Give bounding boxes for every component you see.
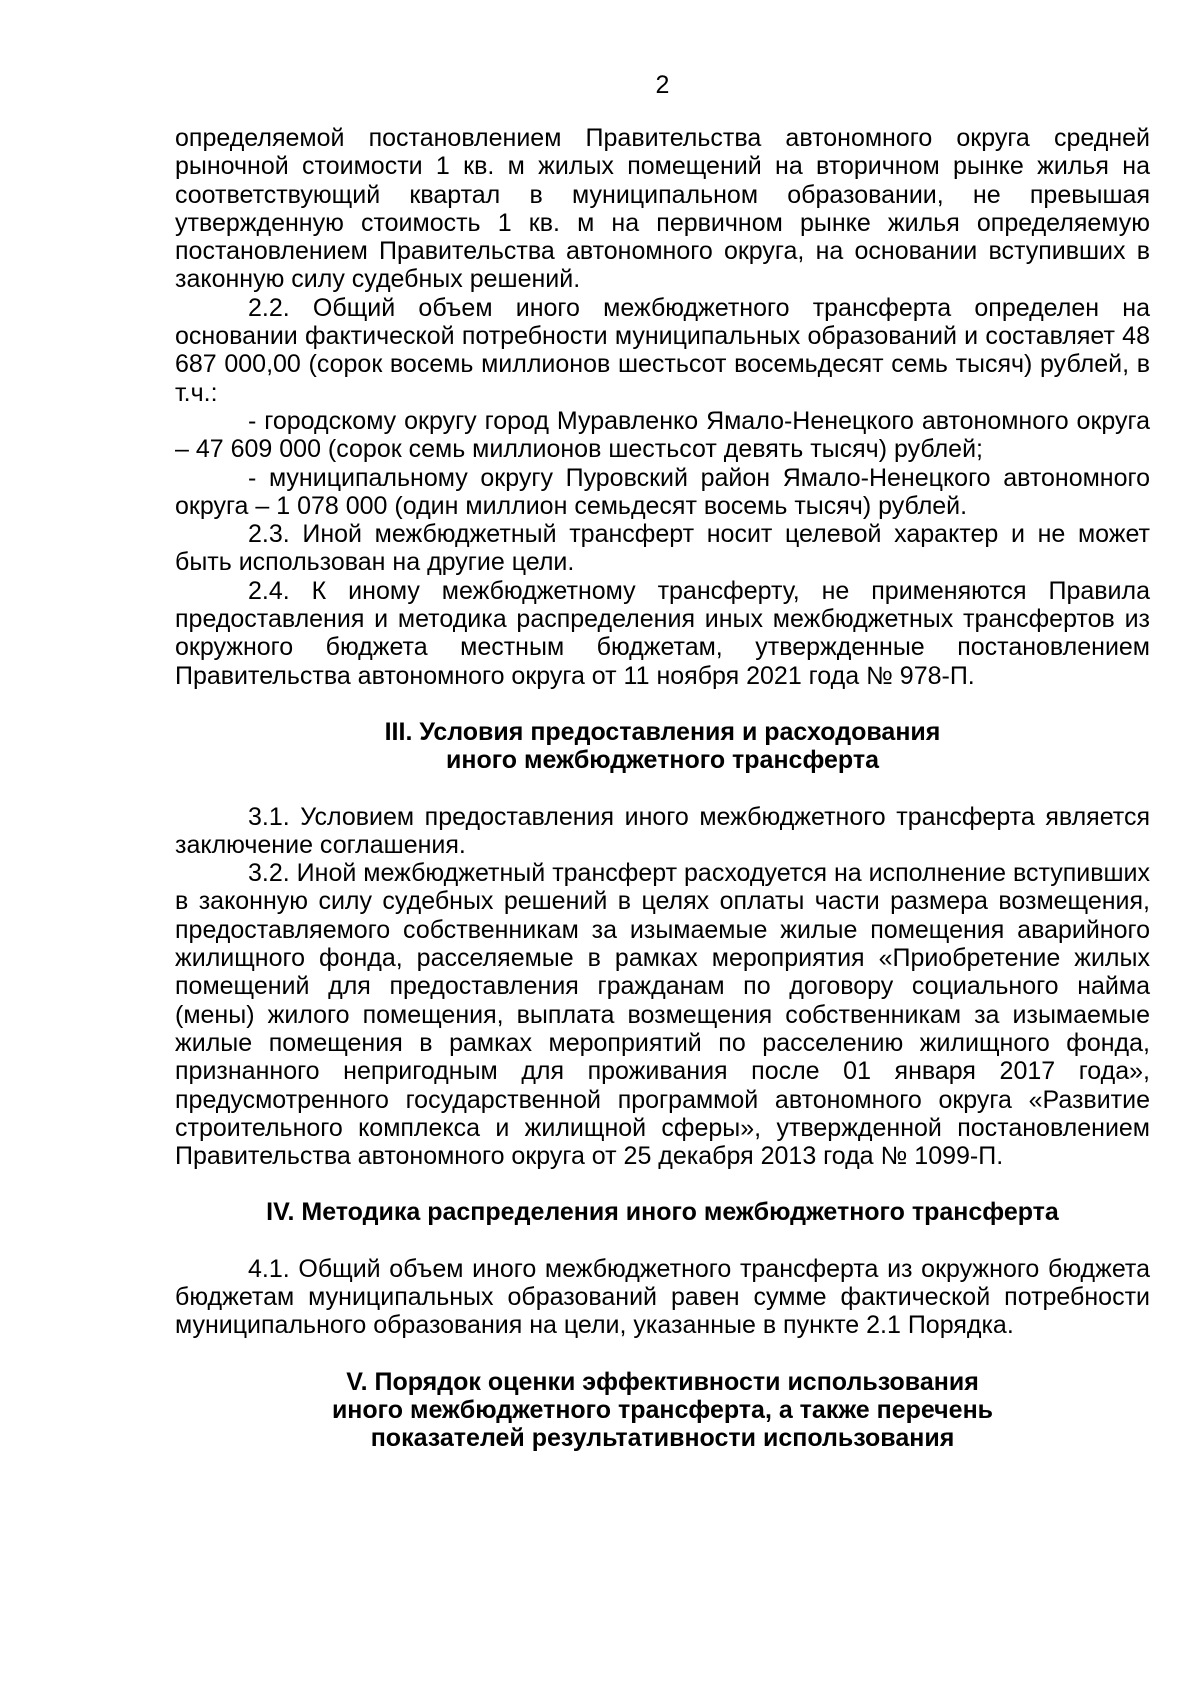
paragraph-2-2-purovsky: - муниципальному округу Пуровский район Ямало-Ненецкого автономного округа – 1 078 000 (один миллион семьдесят восемь тысяч) рублей. <box>175 463 1150 520</box>
section-5-heading-line-3: показателей результативности использования <box>370 1424 955 1453</box>
section-3-heading-line-2: иного межбюджетного трансферта <box>445 746 879 775</box>
section-3-heading-line-1: III. Условия предоставления и расходования <box>384 717 941 746</box>
section-4-heading <box>175 1198 1150 1226</box>
section-5-heading-line-2: иного межбюджетного трансферта, а также перечень <box>331 1395 994 1424</box>
document-body <box>175 124 1150 1452</box>
paragraph-3-2: 3.2. Иной межбюджетный трансферт расходуется на исполнение вступивших в законную силу судебных решений в целях оплаты части размера возмещения, предоставляемого собственникам за изымаемые жилые помещения аварийного жилищного фонда, расселяемые в рамках мероприятия «Приобретение жилых помещений для предоставления гражданам по договору социального найма (мены) жилого помещения, выплата возмещения собственникам за изымаемые жилые помещения в рамках мероприятий по расселению жилищного фонда, признанного непригодным для проживания после 01 января 2017 года», предусмотренного государственной программой автономного округа «Развитие строительного комплекса и жилищной сферы», утвержденной постановлением Правительства автономного округа от 25 декабря 2013 года № 1099-П. <box>175 859 1150 1171</box>
section-4-heading-line-1: IV. Методика распределения иного межбюджетного трансферта <box>266 1198 1059 1227</box>
paragraph-2-4: 2.4. К иному межбюджетному трансферту, не применяются Правила предоставления и методика распределения иных межбюджетных трансфертов из окружного бюджета местным бюджетам, утвержденные постановлением Правительства автономного округа от 11 ноября 2021 года № 978-П. <box>175 576 1150 690</box>
section-5-heading-line-1: V. Порядок оценки эффективности использования <box>346 1367 979 1396</box>
paragraph-2-3: 2.3. Иной межбюджетный трансферт носит целевой характер и не может быть использован на другие цели. <box>175 520 1150 577</box>
paragraph-2-2-muravlenko: - городскому округу город Муравленко Ямало-Ненецкого автономного округа – 47 609 000 (сорок семь миллионов шестьсот девять тысяч) рублей; <box>175 406 1150 464</box>
paragraph-continuation: определяемой постановлением Правительства автономного округа средней рыночной стоимости 1 кв. м жилых помещений на вторичном рынке жилья на соответствующий квартал в муниципальном образовании, не превышая утвержденную стоимость 1 кв. м на первичном рынке жилья определяемую постановлением Правительства автономного округа, на основании вступивших в законную силу судебных решений. <box>175 124 1150 294</box>
paragraph-3-1: 3.1. Условием предоставления иного межбюджетного трансферта является заключение соглашения. <box>175 802 1150 859</box>
paragraph-2-2: 2.2. Общий объем иного межбюджетного трансферта определен на основании фактической потребности муниципальных образований и составляет 48 687 000,00 (сорок восемь миллионов шестьсот восемьдесят семь тысяч) рублей, в т.ч.: <box>175 293 1150 407</box>
section-5-heading <box>175 1368 1150 1453</box>
paragraph-4-1: 4.1. Общий объем иного межбюджетного трансферта из окружного бюджета бюджетам муниципальных образований равен сумме фактической потребности муниципального образования на цели, указанные в пункте 2.1 Порядка. <box>175 1254 1150 1340</box>
page-number: 2 <box>655 71 670 99</box>
section-3-heading <box>175 718 1150 775</box>
